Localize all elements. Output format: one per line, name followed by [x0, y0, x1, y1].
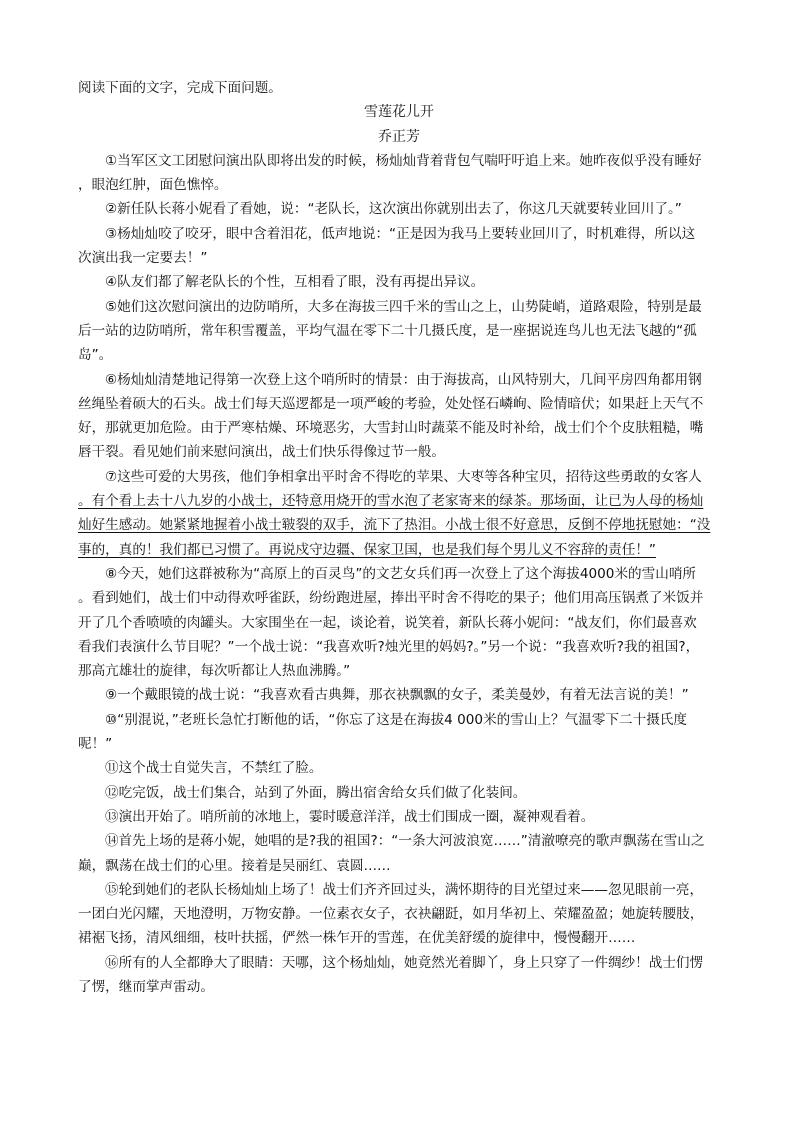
paragraph-line: ①当军区文工团慰问演出队即将出发的时候，杨灿灿背着背包气喘吁吁追上来。她昨夜似乎没有睡好: [105, 152, 702, 169]
paragraph-line: ⑨一个戴眼镜的战士说：“我喜欢看古典舞，那衣袂飘飘的女子，柔美曼妙，有着无法言说的美！”: [105, 687, 689, 704]
paragraph-line: ⑥杨灿灿清楚地记得第一次登上这个哨所时的情景：由于海拔高，山风特别大，几间平房四角都用钢: [105, 371, 702, 388]
paragraph-line: ⑭首先上场的是蒋小妮，她唱的是?我的祖国?：“一条大河波浪宽……”清澈嘹亮的歌声飘荡在雪山之: [105, 833, 705, 850]
paragraph-line: 看我们表演什么节目呢？”一个战士说：“我喜欢听?烛光里的妈妈?。”另一个说：“我喜欢听?我的祖国?，: [78, 638, 700, 655]
paragraph-line: ⑦这些可爱的大男孩，他们争相拿出平时舍不得吃的苹果、大枣等各种宝贝，招待这些勇敢的女客人: [105, 468, 702, 485]
underlined-line: 事的，真的！我们都已习惯了。再说戍守边疆、保家卫国，也是我们每个男儿义不容辞的责任！”: [78, 541, 656, 558]
underlined-line: 灿好生感动。她紧紧地握着小战士皲裂的双手，流下了热泪。小战士很不好意思，反倒不停地抚慰她：“没: [78, 517, 711, 534]
paragraph-line: 岛”。: [78, 347, 113, 364]
paragraph-line: 唇干裂。看见她们前来慰问演出，战士们快乐得像过节一般。: [78, 444, 446, 461]
paragraph-line: 一团白光闪耀，天地澄明，万物安静。一位素衣女子，衣袂翩跹，如月华初上、荣耀盈盈；她旋转腰肢，: [78, 906, 704, 923]
passage: [78, 76, 720, 999]
paragraph-line: 了愣，继而掌声雷动。: [78, 978, 214, 995]
paragraph-line: 好，那就更加危险。由于严寒枯燥、环境恶劣，大雪封山时蔬菜不能及时补给，战士们个个皮肤粗糙，嘴: [78, 420, 704, 437]
paragraph-line: 。看到她们，战士们中动得欢呼雀跃，纷纷跑进屋，捧出平时舍不得吃的果子；他们用高压锅煮了米饭并: [78, 590, 704, 607]
paragraph-line: 裙裾飞扬，清风细细，枝叶扶摇，俨然一株乍开的雪莲，在优美舒缓的旋律中，慢慢翻开……: [78, 930, 636, 947]
paragraph-line: ⑤她们这次慰问演出的边防哨所，大多在海拔三四千米的雪山之上，山势陡峭，道路艰险，特别是最: [105, 298, 702, 315]
paragraph-line: 那高亢雄壮的旋律，每次听都让人热血沸腾。”: [78, 663, 351, 680]
underlined-line: 。有个看上去十八九岁的小战士，还特意用烧开的雪水泡了老家寄来的绿茶。那场面，让已为人母的杨灿: [78, 493, 704, 510]
paragraph-line: ⑯所有的人全都睁大了眼睛：天哪，这个杨灿灿，她竟然光着脚丫，身上只穿了一件绸纱！战士们愣: [105, 954, 704, 971]
paragraph-line: ②新任队长蒋小妮看了看她，说：“老队长，这次演出你就别出去了，你这几天就要转业回川了。”: [105, 201, 682, 218]
reading-instruction: 阅读下面的文字，完成下面问题。: [78, 80, 282, 96]
paragraph-line: 次演出我一定要去！”: [78, 250, 208, 267]
paragraph-line: 巅，飘荡在战士们的心里。接着是吴丽红、袁圆……: [78, 857, 391, 874]
paragraph-line: ⑮轮到她们的老队长杨灿灿上场了！战士们齐齐回过头，满怀期待的目光望过来——忽见眼前一亮，: [105, 881, 704, 898]
paragraph-line: ③杨灿灿咬了咬牙，眼中含着泪花，低声地说：“正是因为我马上要转业回川了，时机难得，所以这: [105, 225, 696, 242]
passage-title: 雪莲花儿开: [364, 104, 434, 121]
paragraph-line: ⑫吃完饭，战士们集合，站到了外面，腾出宿舍给女兵们做了化装间。: [105, 784, 527, 801]
paragraph-line: 后一站的边防哨所，常年积雪覆盖，平均气温在零下二十几摄氏度，是一座据说连鸟儿也无法飞越的“孤: [78, 322, 697, 339]
paragraph-line: ④队友们都了解老队长的个性，互相看了眼，没有再提出异议。: [105, 274, 485, 291]
paragraph-line: 呢！”: [78, 736, 113, 753]
paragraph-line: ⑧今天，她们这群被称为“高原上的百灵鸟”的文艺女兵们再一次登上了这个海拔4000米的雪山哨所: [105, 565, 697, 582]
passage-author: 乔正芳: [378, 128, 420, 145]
paragraph-line: ⑪这个战士自觉失言，不禁红了脸。: [105, 760, 323, 777]
paragraph-line: 开了几个香喷喷的肉罐头。大家围坐在一起，谈论着，说笑着，新队长蒋小妮问：“战友们，你们最喜欢: [78, 614, 697, 631]
paragraph-line: ⑩“别混说，”老班长急忙打断他的话，“你忘了这是在海拔4 000米的雪山上？气温零下二十摄氏度: [105, 711, 687, 728]
paragraph-line: ⑬演出开始了。哨所前的冰地上，霎时暖意洋洋，战士们围成一圈，凝神观看着。: [105, 808, 595, 825]
paragraph-line: ，眼泡红肿，面色憔悴。: [78, 177, 228, 194]
paragraph-line: 丝绳坠着硕大的石头。战士们每天巡逻都是一项严峻的考验，处处怪石嶙峋、险情暗伏；如果赶上天气不: [78, 395, 704, 412]
